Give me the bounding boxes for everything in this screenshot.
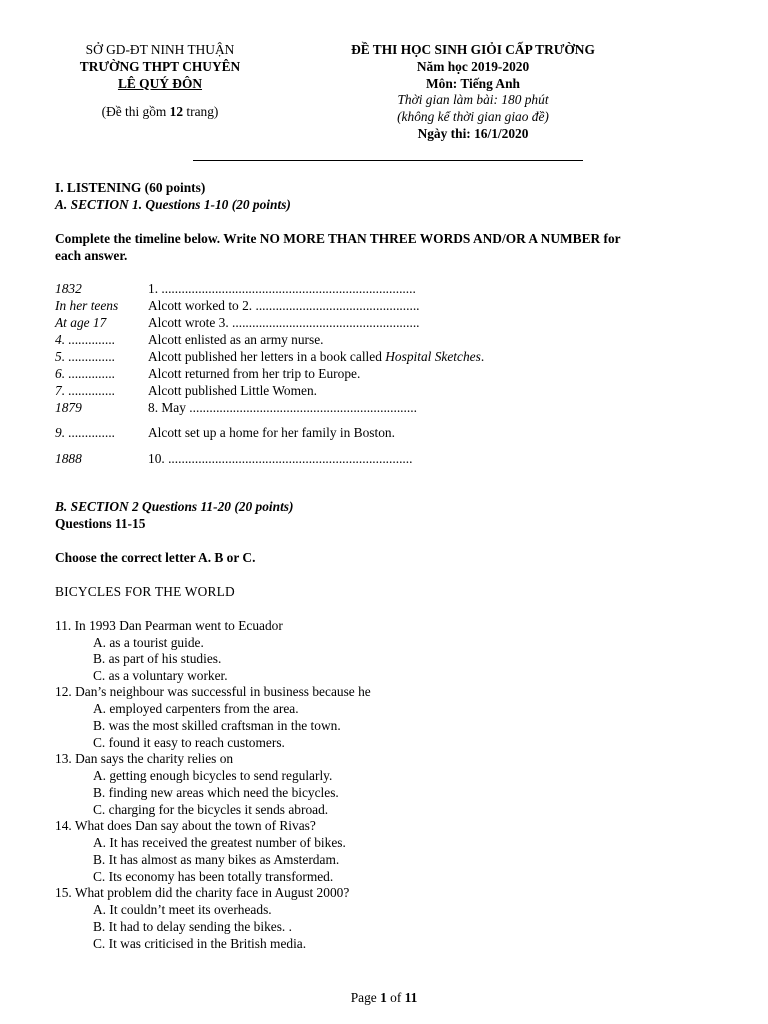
passage-title: BICYCLES FOR THE WORLD [55, 584, 235, 599]
timeline-row [55, 332, 735, 349]
timeline-event: Alcott set up a home for her family in Boston. [148, 425, 395, 440]
timeline-date: 1832 [55, 281, 82, 296]
school-name-line2: LÊ QUÝ ĐÔN [117, 75, 203, 91]
exam-duration: Thời gian làm bài: 180 phút [397, 92, 549, 108]
footer-current-page: 1 [380, 990, 387, 1005]
school-year: Năm học 2019-2020 [416, 58, 530, 74]
answer-option: A. getting enough bicycles to send regularly. [93, 768, 333, 783]
choose-instruction: Choose the correct letter A. B or C. [55, 550, 256, 565]
section-a-heading: A. SECTION 1. Questions 1-10 (20 points) [55, 197, 291, 212]
answer-option: C. charging for the bicycles it sends abroad. [93, 802, 329, 817]
book-title: Hospital Sketches [385, 349, 481, 364]
answer-option: B. as part of his studies. [93, 651, 222, 666]
answer-option: C. Its economy has been totally transformed. [93, 869, 334, 884]
page-count-prefix: (Đề thi gồm [101, 104, 170, 120]
exam-title: ĐỀ THI HỌC SINH GIỎI CẤP TRƯỜNG [351, 42, 595, 57]
answer-option: B. finding new areas which need the bicycles. [93, 785, 339, 800]
page-count-number: 12 [169, 104, 184, 120]
timeline-event: Alcott worked to 2. ................................................. [148, 298, 420, 313]
timeline-row [55, 451, 735, 468]
footer-page-prefix: Page [350, 990, 381, 1005]
timeline-date: 9. .............. [55, 425, 116, 440]
header-right [318, 42, 628, 143]
timeline-date: 5. .............. [55, 349, 116, 364]
part-heading-listening: I. LISTENING (60 points) [55, 180, 206, 195]
instruction-line-1: Complete the timeline below. Write NO MORE THAN THREE WORDS AND/OR A NUMBER for [55, 231, 621, 246]
timeline-date: 6. .............. [55, 366, 116, 381]
timeline-event: 10. ......................................................................... [148, 451, 413, 466]
page-footer [0, 990, 768, 1007]
timeline-event [148, 349, 484, 366]
footer-total-pages: 11 [404, 990, 418, 1005]
timeline-date: At age 17 [55, 315, 107, 330]
timeline-event-text: Alcott published her letters in a book called [148, 349, 386, 364]
timeline-row [55, 366, 735, 383]
answer-option: B. It has almost as many bikes as Amsterdam. [93, 852, 340, 867]
timeline-row [55, 400, 735, 417]
answer-option: A. It has received the greatest number of bikes. [93, 835, 346, 850]
page-count-note [40, 104, 280, 121]
timeline-event: Alcott enlisted as an army nurse. [148, 332, 324, 347]
header-divider [193, 160, 583, 161]
page-count-suffix: trang) [183, 104, 219, 120]
answer-option: B. was the most skilled craftsman in the town. [93, 718, 341, 733]
timeline-date: 1879 [55, 400, 82, 415]
timeline-date: 1888 [55, 451, 82, 466]
timeline-row [55, 315, 735, 332]
question-text: 15. What problem did the charity face in August 2000? [55, 885, 350, 900]
answer-option: A. as a tourist guide. [93, 635, 204, 650]
answer-option: C. It was criticised in the British media. [93, 936, 307, 951]
timeline-date: 4. .............. [55, 332, 116, 347]
answer-option: B. It had to delay sending the bikes. . [93, 919, 292, 934]
timeline-event: Alcott wrote 3. ........................................................ [148, 315, 420, 330]
answer-option: C. as a voluntary worker. [93, 668, 228, 683]
question-text: 12. Dan’s neighbour was successful in business because he [55, 684, 371, 699]
questions-range-heading: Questions 11-15 [55, 516, 146, 531]
department-name: SỞ GD-ĐT NINH THUẬN [85, 42, 235, 57]
exam-date: Ngày thi: 16/1/2020 [417, 125, 529, 141]
timeline-row [55, 281, 735, 298]
timeline-row [55, 349, 735, 366]
exam-subject: Môn: Tiếng Anh [425, 75, 520, 91]
timeline-event: 8. May .................................................................... [148, 400, 417, 415]
header-left [40, 42, 280, 121]
timeline-event: Alcott returned from her trip to Europe. [148, 366, 361, 381]
timeline-event: Alcott published Little Women. [148, 383, 318, 398]
question-text: 14. What does Dan say about the town of Rivas? [55, 818, 316, 833]
section-b-heading: B. SECTION 2 Questions 11-20 (20 points) [55, 499, 294, 514]
timeline-date: In her teens [55, 298, 119, 313]
timeline-event-end: . [480, 349, 485, 364]
timeline-date: 7. .............. [55, 383, 116, 398]
timeline-event: 1. ............................................................................ [148, 281, 416, 296]
question-text: 11. In 1993 Dan Pearman went to Ecuador [55, 618, 283, 633]
timeline-row [55, 383, 735, 400]
exam-duration-note: (không kể thời gian giao đề) [397, 109, 549, 125]
school-name-line1: TRƯỜNG THPT CHUYÊN [79, 58, 241, 74]
answer-option: A. employed carpenters from the area. [93, 701, 299, 716]
timeline-row [55, 298, 735, 315]
answer-option: A. It couldn’t meet its overheads. [93, 902, 272, 917]
footer-page-middle: of [386, 990, 405, 1005]
timeline-row [55, 425, 735, 442]
question-text: 13. Dan says the charity relies on [55, 751, 234, 766]
answer-option: C. found it easy to reach customers. [93, 735, 285, 750]
instruction-line-2: each answer. [55, 248, 128, 263]
